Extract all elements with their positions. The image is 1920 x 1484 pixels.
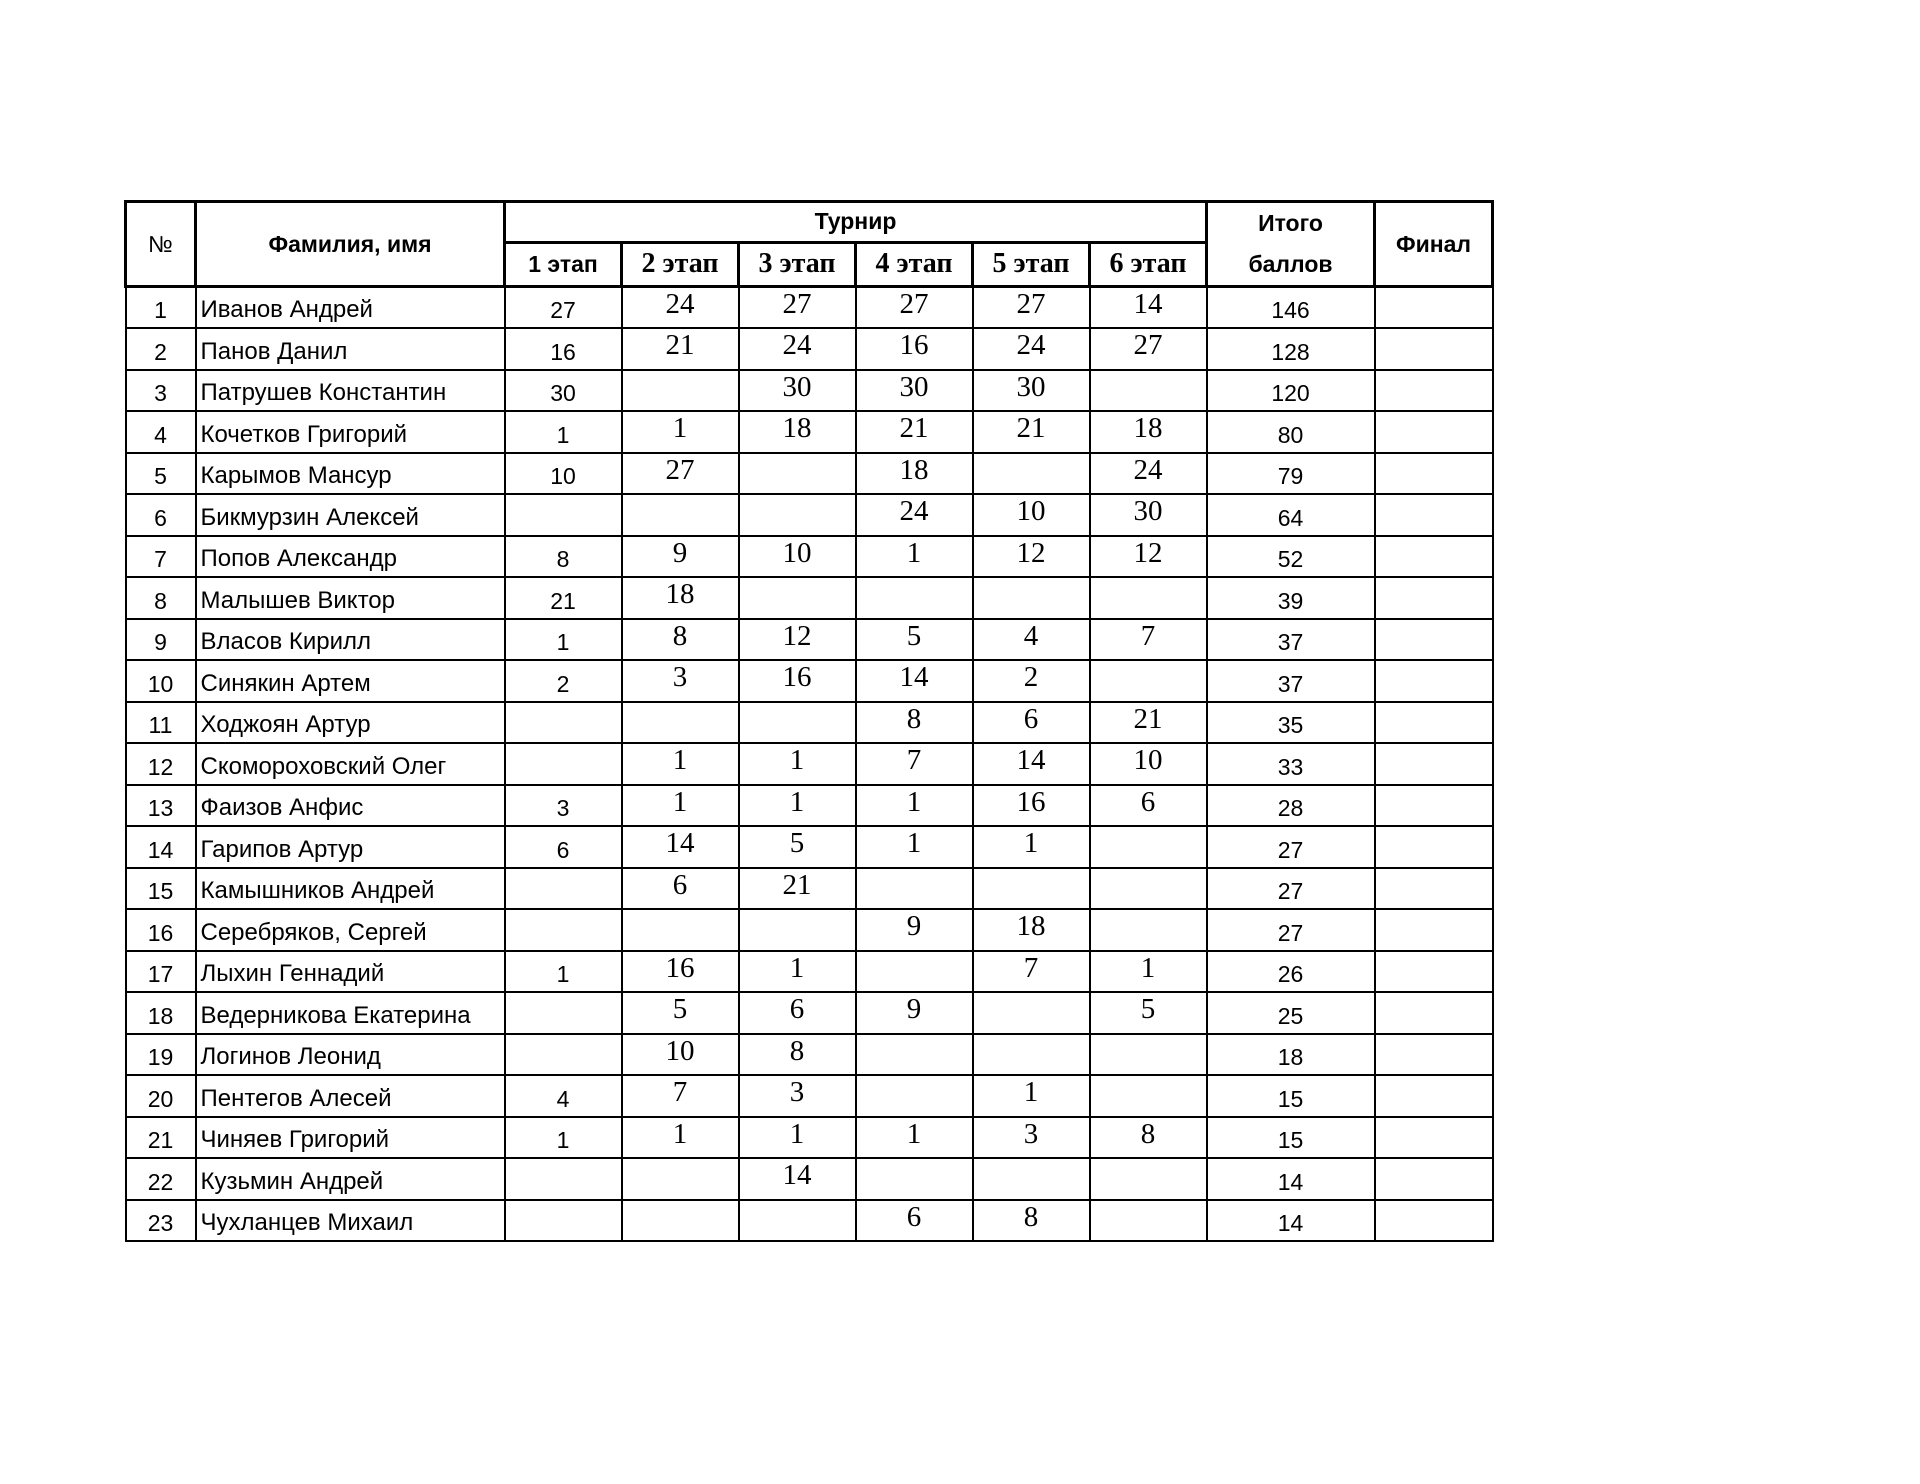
row-number: 4 — [126, 411, 196, 453]
row-stage-1-score: 1 — [505, 951, 622, 993]
row-stage-6-score — [1090, 1200, 1207, 1242]
row-final — [1375, 992, 1493, 1034]
row-stage-2-score: 18 — [622, 577, 739, 619]
row-stage-5-score: 18 — [973, 909, 1090, 951]
row-stage-3-score — [739, 702, 856, 744]
row-stage-6-score: 18 — [1090, 411, 1207, 453]
row-stage-3-score: 10 — [739, 536, 856, 578]
row-stage-3-score — [739, 494, 856, 536]
table-row — [126, 743, 1493, 785]
row-total: 18 — [1207, 1034, 1375, 1076]
row-stage-6-score: 14 — [1090, 287, 1207, 329]
table-row — [126, 1117, 1493, 1159]
row-total: 15 — [1207, 1117, 1375, 1159]
row-number: 22 — [126, 1158, 196, 1200]
header-stage-5: 5 этап — [973, 242, 1090, 286]
row-name: Патрушев Константин — [196, 370, 505, 412]
row-stage-1-score — [505, 909, 622, 951]
row-name: Кузьмин Андрей — [196, 1158, 505, 1200]
row-name: Кочетков Григорий — [196, 411, 505, 453]
row-stage-3-score: 27 — [739, 287, 856, 329]
row-stage-6-score: 30 — [1090, 494, 1207, 536]
row-stage-5-score: 1 — [973, 1075, 1090, 1117]
row-total: 28 — [1207, 785, 1375, 827]
table-row — [126, 951, 1493, 993]
row-final — [1375, 909, 1493, 951]
row-number: 20 — [126, 1075, 196, 1117]
row-number: 11 — [126, 702, 196, 744]
row-total: 120 — [1207, 370, 1375, 412]
row-number: 8 — [126, 577, 196, 619]
row-stage-5-score: 27 — [973, 287, 1090, 329]
row-stage-2-score — [622, 370, 739, 412]
row-stage-3-score: 1 — [739, 951, 856, 993]
row-total: 27 — [1207, 826, 1375, 868]
row-stage-2-score: 1 — [622, 411, 739, 453]
row-stage-5-score: 21 — [973, 411, 1090, 453]
row-final — [1375, 785, 1493, 827]
row-stage-3-score: 6 — [739, 992, 856, 1034]
row-number: 23 — [126, 1200, 196, 1242]
table-row — [126, 411, 1493, 453]
row-final — [1375, 1034, 1493, 1076]
row-stage-4-score: 27 — [856, 287, 973, 329]
row-stage-5-score: 24 — [973, 328, 1090, 370]
row-final — [1375, 287, 1493, 329]
row-stage-4-score — [856, 1034, 973, 1076]
row-stage-3-score: 30 — [739, 370, 856, 412]
header-no: № — [126, 202, 196, 287]
row-number: 19 — [126, 1034, 196, 1076]
row-name: Карымов Мансур — [196, 453, 505, 495]
row-final — [1375, 1075, 1493, 1117]
table-row — [126, 1200, 1493, 1242]
row-stage-1-score: 3 — [505, 785, 622, 827]
row-stage-2-score: 8 — [622, 619, 739, 661]
row-total: 39 — [1207, 577, 1375, 619]
row-stage-5-score: 7 — [973, 951, 1090, 993]
row-stage-3-score: 18 — [739, 411, 856, 453]
row-stage-1-score — [505, 1034, 622, 1076]
row-name: Лыхин Геннадий — [196, 951, 505, 993]
row-final — [1375, 743, 1493, 785]
row-stage-3-score: 24 — [739, 328, 856, 370]
row-stage-4-score: 1 — [856, 536, 973, 578]
row-stage-3-score: 21 — [739, 868, 856, 910]
row-stage-5-score: 4 — [973, 619, 1090, 661]
row-stage-1-score — [505, 494, 622, 536]
row-number: 17 — [126, 951, 196, 993]
row-name: Попов Александр — [196, 536, 505, 578]
row-number: 7 — [126, 536, 196, 578]
row-final — [1375, 868, 1493, 910]
row-stage-1-score: 6 — [505, 826, 622, 868]
row-name: Камышников Андрей — [196, 868, 505, 910]
row-total: 35 — [1207, 702, 1375, 744]
row-stage-5-score: 30 — [973, 370, 1090, 412]
row-stage-2-score: 21 — [622, 328, 739, 370]
row-number: 5 — [126, 453, 196, 495]
table-row — [126, 536, 1493, 578]
row-stage-5-score: 2 — [973, 660, 1090, 702]
row-stage-5-score — [973, 992, 1090, 1034]
row-stage-5-score — [973, 1158, 1090, 1200]
row-final — [1375, 1117, 1493, 1159]
header-stage-2: 2 этап — [622, 242, 739, 286]
row-stage-3-score: 1 — [739, 785, 856, 827]
row-total: 80 — [1207, 411, 1375, 453]
row-stage-4-score: 9 — [856, 909, 973, 951]
row-stage-5-score: 14 — [973, 743, 1090, 785]
row-stage-6-score — [1090, 1034, 1207, 1076]
row-stage-4-score — [856, 1158, 973, 1200]
row-stage-3-score: 14 — [739, 1158, 856, 1200]
row-stage-3-score: 16 — [739, 660, 856, 702]
row-stage-4-score: 1 — [856, 826, 973, 868]
row-stage-6-score: 6 — [1090, 785, 1207, 827]
row-stage-6-score — [1090, 660, 1207, 702]
row-stage-3-score: 8 — [739, 1034, 856, 1076]
row-stage-4-score: 7 — [856, 743, 973, 785]
header-tournament: Турнир — [505, 202, 1207, 243]
row-name: Пентегов Алесей — [196, 1075, 505, 1117]
row-name: Власов Кирилл — [196, 619, 505, 661]
row-total: 37 — [1207, 619, 1375, 661]
table-row — [126, 453, 1493, 495]
row-total: 14 — [1207, 1158, 1375, 1200]
row-name: Фаизов Анфис — [196, 785, 505, 827]
row-total: 15 — [1207, 1075, 1375, 1117]
row-stage-4-score: 21 — [856, 411, 973, 453]
row-stage-3-score — [739, 1200, 856, 1242]
row-final — [1375, 411, 1493, 453]
row-stage-4-score: 30 — [856, 370, 973, 412]
table-row — [126, 619, 1493, 661]
header-name: Фамилия, имя — [196, 202, 505, 287]
row-stage-5-score: 10 — [973, 494, 1090, 536]
row-name: Панов Данил — [196, 328, 505, 370]
row-number: 3 — [126, 370, 196, 412]
row-stage-4-score: 8 — [856, 702, 973, 744]
row-stage-2-score: 7 — [622, 1075, 739, 1117]
table-row — [126, 287, 1493, 329]
table-row — [126, 992, 1493, 1034]
table-row — [126, 577, 1493, 619]
row-stage-2-score — [622, 909, 739, 951]
row-stage-2-score: 5 — [622, 992, 739, 1034]
row-stage-1-score — [505, 1200, 622, 1242]
row-name: Синякин Артем — [196, 660, 505, 702]
table-row — [126, 494, 1493, 536]
row-stage-1-score: 16 — [505, 328, 622, 370]
table-row — [126, 328, 1493, 370]
table-row — [126, 660, 1493, 702]
row-stage-1-score — [505, 702, 622, 744]
row-final — [1375, 453, 1493, 495]
row-stage-2-score — [622, 494, 739, 536]
row-number: 13 — [126, 785, 196, 827]
row-stage-2-score: 24 — [622, 287, 739, 329]
row-total: 25 — [1207, 992, 1375, 1034]
row-stage-3-score — [739, 909, 856, 951]
row-name: Ходжоян Артур — [196, 702, 505, 744]
row-total: 26 — [1207, 951, 1375, 993]
header-final: Финал — [1375, 202, 1493, 287]
table-row — [126, 785, 1493, 827]
row-name: Скомороховский Олег — [196, 743, 505, 785]
row-number: 18 — [126, 992, 196, 1034]
row-stage-2-score: 1 — [622, 1117, 739, 1159]
row-stage-6-score — [1090, 909, 1207, 951]
row-stage-3-score — [739, 453, 856, 495]
row-name: Серебряков, Сергей — [196, 909, 505, 951]
row-number: 21 — [126, 1117, 196, 1159]
row-name: Ведерникова Екатерина — [196, 992, 505, 1034]
row-total: 27 — [1207, 868, 1375, 910]
row-number: 2 — [126, 328, 196, 370]
row-stage-2-score: 27 — [622, 453, 739, 495]
row-stage-6-score: 8 — [1090, 1117, 1207, 1159]
row-final — [1375, 1158, 1493, 1200]
row-stage-1-score: 1 — [505, 411, 622, 453]
row-stage-4-score: 1 — [856, 785, 973, 827]
row-stage-4-score: 9 — [856, 992, 973, 1034]
row-stage-1-score: 8 — [505, 536, 622, 578]
row-total: 52 — [1207, 536, 1375, 578]
row-stage-3-score: 1 — [739, 1117, 856, 1159]
row-final — [1375, 370, 1493, 412]
row-number: 12 — [126, 743, 196, 785]
row-stage-3-score: 1 — [739, 743, 856, 785]
row-stage-6-score — [1090, 577, 1207, 619]
header-stage-1: 1 этап — [505, 242, 622, 286]
row-stage-3-score — [739, 577, 856, 619]
row-stage-1-score: 21 — [505, 577, 622, 619]
row-stage-5-score: 3 — [973, 1117, 1090, 1159]
row-stage-1-score: 27 — [505, 287, 622, 329]
row-total: 79 — [1207, 453, 1375, 495]
header-stage-4: 4 этап — [856, 242, 973, 286]
row-stage-1-score — [505, 992, 622, 1034]
row-stage-6-score: 27 — [1090, 328, 1207, 370]
row-stage-3-score: 5 — [739, 826, 856, 868]
header-stage-6: 6 этап — [1090, 242, 1207, 286]
row-stage-6-score: 10 — [1090, 743, 1207, 785]
row-stage-4-score: 24 — [856, 494, 973, 536]
row-stage-6-score: 24 — [1090, 453, 1207, 495]
row-stage-6-score: 7 — [1090, 619, 1207, 661]
row-stage-6-score: 1 — [1090, 951, 1207, 993]
row-stage-6-score: 21 — [1090, 702, 1207, 744]
row-total: 64 — [1207, 494, 1375, 536]
row-stage-1-score — [505, 743, 622, 785]
row-final — [1375, 1200, 1493, 1242]
row-stage-4-score: 14 — [856, 660, 973, 702]
row-stage-5-score: 8 — [973, 1200, 1090, 1242]
row-stage-1-score: 30 — [505, 370, 622, 412]
row-stage-1-score: 1 — [505, 1117, 622, 1159]
header-total-line1: Итого — [1258, 210, 1323, 236]
row-stage-2-score: 16 — [622, 951, 739, 993]
row-total: 33 — [1207, 743, 1375, 785]
row-stage-4-score — [856, 951, 973, 993]
row-stage-4-score — [856, 1075, 973, 1117]
row-name: Чиняев Григорий — [196, 1117, 505, 1159]
header-total — [1207, 202, 1375, 287]
table-row — [126, 1158, 1493, 1200]
table-row — [126, 868, 1493, 910]
header-stage-3: 3 этап — [739, 242, 856, 286]
row-final — [1375, 660, 1493, 702]
row-stage-2-score — [622, 1200, 739, 1242]
row-stage-2-score: 1 — [622, 743, 739, 785]
row-stage-5-score — [973, 868, 1090, 910]
row-stage-2-score: 6 — [622, 868, 739, 910]
row-stage-1-score: 1 — [505, 619, 622, 661]
row-stage-6-score — [1090, 1075, 1207, 1117]
row-number: 15 — [126, 868, 196, 910]
row-stage-4-score — [856, 577, 973, 619]
row-number: 1 — [126, 287, 196, 329]
table-row — [126, 1075, 1493, 1117]
row-final — [1375, 702, 1493, 744]
row-stage-5-score — [973, 1034, 1090, 1076]
row-stage-1-score — [505, 868, 622, 910]
row-stage-2-score: 14 — [622, 826, 739, 868]
row-stage-6-score — [1090, 868, 1207, 910]
row-final — [1375, 577, 1493, 619]
row-total: 146 — [1207, 287, 1375, 329]
row-stage-3-score: 3 — [739, 1075, 856, 1117]
table-row — [126, 702, 1493, 744]
row-total: 37 — [1207, 660, 1375, 702]
row-stage-4-score: 18 — [856, 453, 973, 495]
row-stage-1-score: 10 — [505, 453, 622, 495]
row-final — [1375, 494, 1493, 536]
row-final — [1375, 826, 1493, 868]
table-row — [126, 370, 1493, 412]
row-total: 14 — [1207, 1200, 1375, 1242]
row-final — [1375, 619, 1493, 661]
table-row — [126, 909, 1493, 951]
results-table — [124, 200, 1494, 1242]
row-stage-6-score — [1090, 1158, 1207, 1200]
row-stage-5-score: 6 — [973, 702, 1090, 744]
row-name: Иванов Андрей — [196, 287, 505, 329]
row-stage-5-score: 12 — [973, 536, 1090, 578]
row-stage-2-score: 3 — [622, 660, 739, 702]
row-stage-2-score: 9 — [622, 536, 739, 578]
row-stage-4-score — [856, 868, 973, 910]
row-number: 14 — [126, 826, 196, 868]
row-stage-6-score: 5 — [1090, 992, 1207, 1034]
row-name: Чухланцев Михаил — [196, 1200, 505, 1242]
row-name: Бикмурзин Алексей — [196, 494, 505, 536]
row-number: 9 — [126, 619, 196, 661]
row-stage-2-score — [622, 1158, 739, 1200]
table-row — [126, 1034, 1493, 1076]
row-number: 16 — [126, 909, 196, 951]
row-stage-2-score: 1 — [622, 785, 739, 827]
row-stage-1-score: 4 — [505, 1075, 622, 1117]
row-total: 128 — [1207, 328, 1375, 370]
row-name: Логинов Леонид — [196, 1034, 505, 1076]
row-stage-3-score: 12 — [739, 619, 856, 661]
row-stage-5-score — [973, 577, 1090, 619]
row-number: 6 — [126, 494, 196, 536]
header-total-line2: баллов — [1248, 251, 1333, 277]
row-stage-1-score — [505, 1158, 622, 1200]
row-name: Малышев Виктор — [196, 577, 505, 619]
table-header — [126, 202, 1493, 287]
row-name: Гарипов Артур — [196, 826, 505, 868]
table-row — [126, 826, 1493, 868]
row-stage-2-score: 10 — [622, 1034, 739, 1076]
row-stage-2-score — [622, 702, 739, 744]
row-final — [1375, 328, 1493, 370]
row-stage-1-score: 2 — [505, 660, 622, 702]
row-total: 27 — [1207, 909, 1375, 951]
row-stage-6-score — [1090, 826, 1207, 868]
row-stage-5-score: 1 — [973, 826, 1090, 868]
row-stage-4-score: 1 — [856, 1117, 973, 1159]
row-stage-6-score: 12 — [1090, 536, 1207, 578]
row-final — [1375, 536, 1493, 578]
row-stage-6-score — [1090, 370, 1207, 412]
row-number: 10 — [126, 660, 196, 702]
table-body — [126, 287, 1493, 1242]
row-stage-5-score: 16 — [973, 785, 1090, 827]
row-stage-4-score: 5 — [856, 619, 973, 661]
row-stage-5-score — [973, 453, 1090, 495]
row-stage-4-score: 16 — [856, 328, 973, 370]
row-final — [1375, 951, 1493, 993]
row-stage-4-score: 6 — [856, 1200, 973, 1242]
